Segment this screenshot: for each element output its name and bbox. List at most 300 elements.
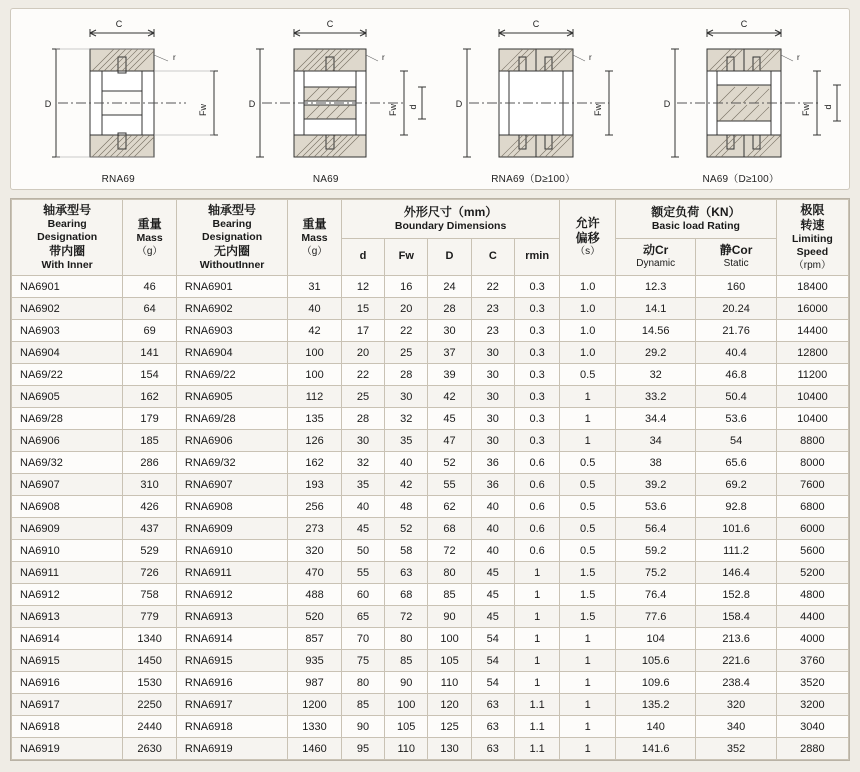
table-cell: 29.2 (616, 342, 696, 364)
table-cell: 111.2 (696, 540, 776, 562)
table-row (12, 298, 849, 320)
table-cell: 154 (123, 364, 177, 386)
header-load-dynamic (616, 238, 696, 276)
header-cn: 重量 (137, 217, 162, 232)
table-cell: RNA6912 (176, 584, 287, 606)
table-cell: 0.6 (514, 474, 559, 496)
table-cell: 109.6 (616, 672, 696, 694)
na69-large-drawing (641, 15, 841, 175)
table-cell: 437 (123, 518, 177, 540)
table-cell: RNA69/28 (176, 408, 287, 430)
table-cell: 40 (471, 496, 514, 518)
svg-text:r: r (173, 53, 176, 62)
table-cell: 45 (341, 518, 384, 540)
table-cell: 488 (288, 584, 342, 606)
table-cell: 100 (288, 364, 342, 386)
table-cell: 0.5 (560, 452, 616, 474)
table-cell: RNA6909 (176, 518, 287, 540)
table-cell: 30 (471, 408, 514, 430)
table-cell: 25 (385, 342, 428, 364)
svg-text:r: r (796, 53, 800, 62)
header-boundary-dimensions (341, 200, 560, 239)
table-row (12, 386, 849, 408)
header-en3: With Inner (41, 259, 93, 272)
table-cell: 46.8 (696, 364, 776, 386)
table-cell: NA6903 (12, 320, 123, 342)
table-cell: 340 (696, 716, 776, 738)
table-cell: RNA6904 (176, 342, 287, 364)
table-cell: 32 (341, 452, 384, 474)
table-cell: RNA6911 (176, 562, 287, 584)
table-cell: 1 (560, 408, 616, 430)
table-cell: 1.1 (514, 738, 559, 760)
table-cell: NA69/28 (12, 408, 123, 430)
table-cell: 85 (385, 650, 428, 672)
table-cell: RNA6914 (176, 628, 287, 650)
rna69-drawing (18, 15, 218, 175)
table-cell: 2880 (776, 738, 848, 760)
table-cell: 1 (560, 694, 616, 716)
table-cell: 104 (616, 628, 696, 650)
table-cell: NA6916 (12, 672, 123, 694)
table-cell: 286 (123, 452, 177, 474)
table-cell: 0.3 (514, 342, 559, 364)
table-cell: 63 (385, 562, 428, 584)
diagram-caption: NA69 (312, 174, 339, 185)
table-cell: 32 (385, 408, 428, 430)
table-cell: 90 (428, 606, 471, 628)
table-cell: 58 (385, 540, 428, 562)
table-cell: 14400 (776, 320, 848, 342)
table-cell: 54 (471, 672, 514, 694)
table-cell: 85 (428, 584, 471, 606)
table-cell: 1 (560, 716, 616, 738)
svg-text:d: d (822, 104, 833, 110)
table-cell: 160 (696, 276, 776, 298)
table-cell: 162 (288, 452, 342, 474)
table-cell: 1.0 (560, 276, 616, 298)
table-cell: 2250 (123, 694, 177, 716)
table-cell: 4000 (776, 628, 848, 650)
table-cell: NA6910 (12, 540, 123, 562)
table-row (12, 452, 849, 474)
table-cell: 126 (288, 430, 342, 452)
table-cell: 162 (123, 386, 177, 408)
table-cell: RNA6906 (176, 430, 287, 452)
table-cell: 0.3 (514, 408, 559, 430)
table-cell: 1530 (123, 672, 177, 694)
table-cell: 130 (428, 738, 471, 760)
table-cell: NA6918 (12, 716, 123, 738)
table-cell: 23 (471, 298, 514, 320)
table-cell: 193 (288, 474, 342, 496)
header-unit: （s） (575, 246, 601, 258)
header-cn1: 极限 (800, 203, 825, 218)
header-dim-d: d (341, 238, 384, 276)
table-body (12, 276, 849, 760)
table-row (12, 518, 849, 540)
svg-text:d: d (407, 104, 418, 110)
table-cell: 758 (123, 584, 177, 606)
specification-table-wrapper (10, 198, 850, 761)
table-cell: 92.8 (696, 496, 776, 518)
table-row (12, 584, 849, 606)
table-cell: 1 (514, 650, 559, 672)
header-mass-with-inner (123, 200, 177, 276)
table-cell: 141 (123, 342, 177, 364)
header-en: Static (723, 258, 749, 270)
table-cell: 59.2 (616, 540, 696, 562)
table-cell: 0.3 (514, 430, 559, 452)
table-cell: 40 (385, 452, 428, 474)
table-cell: 45 (471, 562, 514, 584)
table-cell: 70 (341, 628, 384, 650)
header-cn: 轴承型号 (208, 203, 257, 217)
specification-table (11, 199, 849, 760)
table-cell: 105 (385, 716, 428, 738)
header-load-static (696, 238, 776, 276)
table-cell: 52 (385, 518, 428, 540)
table-row (12, 650, 849, 672)
table-cell: 40 (288, 298, 342, 320)
table-cell: 42 (385, 474, 428, 496)
table-cell: 320 (288, 540, 342, 562)
table-cell: 55 (341, 562, 384, 584)
table-cell: 0.6 (514, 540, 559, 562)
table-cell: RNA6913 (176, 606, 287, 628)
table-cell: RNA6907 (176, 474, 287, 496)
table-cell: 10400 (776, 408, 848, 430)
svg-text:Fw: Fw (593, 104, 604, 116)
table-cell: 30 (341, 430, 384, 452)
table-cell: NA6912 (12, 584, 123, 606)
table-cell: 50.4 (696, 386, 776, 408)
header-en: Dynamic (636, 258, 676, 270)
table-cell: RNA6902 (176, 298, 287, 320)
table-cell: NA6919 (12, 738, 123, 760)
table-cell: NA6913 (12, 606, 123, 628)
table-cell: 221.6 (696, 650, 776, 672)
table-cell: 63 (471, 716, 514, 738)
table-cell: 120 (428, 694, 471, 716)
table-cell: RNA6917 (176, 694, 287, 716)
table-cell: 36 (471, 452, 514, 474)
table-cell: 0.5 (560, 496, 616, 518)
table-cell: 141.6 (616, 738, 696, 760)
table-cell: 21.76 (696, 320, 776, 342)
table-cell: 39 (428, 364, 471, 386)
table-row (12, 496, 849, 518)
table-cell: 56.4 (616, 518, 696, 540)
table-cell: RNA6919 (176, 738, 287, 760)
table-cell: 55 (428, 474, 471, 496)
table-cell: 0.5 (560, 364, 616, 386)
table-cell: 35 (385, 430, 428, 452)
table-cell: 40 (341, 496, 384, 518)
table-cell: 25 (341, 386, 384, 408)
table-cell: 68 (385, 584, 428, 606)
table-cell: 30 (471, 364, 514, 386)
header-cn: 额定负荷（KN） (651, 204, 741, 219)
table-cell: 213.6 (696, 628, 776, 650)
table-row (12, 606, 849, 628)
table-cell: 100 (385, 694, 428, 716)
table-cell: 238.4 (696, 672, 776, 694)
table-cell: 34.4 (616, 408, 696, 430)
table-cell: 38 (616, 452, 696, 474)
table-row (12, 474, 849, 496)
table-cell: 105 (428, 650, 471, 672)
table-cell: 12 (341, 276, 384, 298)
table-cell: 101.6 (696, 518, 776, 540)
table-cell: 22 (385, 320, 428, 342)
table-cell: 158.4 (696, 606, 776, 628)
header-dim-D: D (428, 238, 471, 276)
table-cell: NA6902 (12, 298, 123, 320)
table-cell: NA6905 (12, 386, 123, 408)
table-cell: 39.2 (616, 474, 696, 496)
table-cell: 48 (385, 496, 428, 518)
table-cell: 15 (341, 298, 384, 320)
table-cell: 2440 (123, 716, 177, 738)
header-dim-c: C (471, 238, 514, 276)
header-en: Boundary Dimensions (394, 219, 507, 232)
table-cell: 22 (471, 276, 514, 298)
svg-text:C: C (740, 19, 747, 29)
table-cell: 35 (341, 474, 384, 496)
header-cn: 重量 (302, 217, 327, 232)
table-cell: NA6914 (12, 628, 123, 650)
table-cell: 0.3 (514, 320, 559, 342)
table-cell: 1200 (288, 694, 342, 716)
table-row (12, 430, 849, 452)
diagram-caption: NA69（D≥100） (702, 174, 780, 185)
table-cell: 42 (288, 320, 342, 342)
table-cell: NA6906 (12, 430, 123, 452)
table-cell: 0.3 (514, 276, 559, 298)
table-cell: 65 (341, 606, 384, 628)
table-cell: 1.0 (560, 320, 616, 342)
table-cell: 62 (428, 496, 471, 518)
table-cell: 64 (123, 298, 177, 320)
header-cn: 外形尺寸（mm） (403, 204, 498, 219)
table-cell: 72 (385, 606, 428, 628)
table-cell: NA6904 (12, 342, 123, 364)
table-row (12, 364, 849, 386)
table-cell: RNA69/32 (176, 452, 287, 474)
header-mass-without-inner (288, 200, 342, 276)
table-row (12, 694, 849, 716)
table-cell: 1330 (288, 716, 342, 738)
header-en1: Limiting (791, 233, 833, 246)
table-cell: 65.6 (696, 452, 776, 474)
table-cell: 18400 (776, 276, 848, 298)
table-cell: 352 (696, 738, 776, 760)
table-cell: 2630 (123, 738, 177, 760)
table-cell: 779 (123, 606, 177, 628)
table-cell: 1 (560, 650, 616, 672)
header-cn1: 允许 (575, 216, 600, 231)
svg-text:r: r (381, 53, 385, 62)
table-cell: NA69/32 (12, 452, 123, 474)
table-cell: 4400 (776, 606, 848, 628)
header-en: Mass (301, 232, 328, 245)
header-cn: 动Cr (643, 243, 669, 258)
table-cell: RNA6903 (176, 320, 287, 342)
table-cell: 52 (428, 452, 471, 474)
table-cell: 16 (385, 276, 428, 298)
table-cell: RNA6901 (176, 276, 287, 298)
table-cell: 0.6 (514, 452, 559, 474)
table-cell: RNA6908 (176, 496, 287, 518)
table-cell: 3520 (776, 672, 848, 694)
table-cell: 20 (341, 342, 384, 364)
svg-text:C: C (533, 19, 540, 29)
table-cell: 987 (288, 672, 342, 694)
table-cell: 0.6 (514, 496, 559, 518)
table-cell: 20 (385, 298, 428, 320)
table-cell: 179 (123, 408, 177, 430)
table-cell: 3760 (776, 650, 848, 672)
table-cell: 110 (428, 672, 471, 694)
table-cell: 40.4 (696, 342, 776, 364)
table-cell: 3040 (776, 716, 848, 738)
diagram-panel (10, 8, 850, 190)
table-row (12, 342, 849, 364)
table-cell: 46 (123, 276, 177, 298)
table-cell: 53.6 (616, 496, 696, 518)
table-cell: 135 (288, 408, 342, 430)
table-cell: 935 (288, 650, 342, 672)
table-cell: 54 (696, 430, 776, 452)
table-cell: 47 (428, 430, 471, 452)
table-cell: 1.5 (560, 584, 616, 606)
table-cell: 30 (471, 386, 514, 408)
table-cell: 0.3 (514, 386, 559, 408)
table-cell: 726 (123, 562, 177, 584)
table-cell: 146.4 (696, 562, 776, 584)
table-cell: 4800 (776, 584, 848, 606)
table-cell: 76.4 (616, 584, 696, 606)
header-en3: WithoutInner (199, 259, 265, 272)
table-cell: 100 (288, 342, 342, 364)
table-row (12, 320, 849, 342)
table-cell: 5200 (776, 562, 848, 584)
bearing-diagram-rna69 (15, 15, 223, 187)
table-cell: 1.1 (514, 694, 559, 716)
table-cell: 32 (616, 364, 696, 386)
table-cell: 45 (471, 584, 514, 606)
table-row (12, 628, 849, 650)
table-cell: 529 (123, 540, 177, 562)
table-cell: 40 (471, 540, 514, 562)
table-cell: 12.3 (616, 276, 696, 298)
table-cell: 45 (471, 606, 514, 628)
table-cell: 30 (385, 386, 428, 408)
table-cell: 33.2 (616, 386, 696, 408)
table-cell: 80 (385, 628, 428, 650)
table-cell: 125 (428, 716, 471, 738)
svg-text:Fw: Fw (198, 104, 209, 116)
table-cell: 1.5 (560, 606, 616, 628)
table-cell: 135.2 (616, 694, 696, 716)
table-cell: NA6907 (12, 474, 123, 496)
table-cell: NA69/22 (12, 364, 123, 386)
header-en2: Designation (202, 231, 263, 244)
table-cell: 10400 (776, 386, 848, 408)
table-cell: 20.24 (696, 298, 776, 320)
header-en2: Designation (37, 231, 98, 244)
table-cell: 72 (428, 540, 471, 562)
table-cell: 34 (616, 430, 696, 452)
table-cell: 1.0 (560, 298, 616, 320)
table-cell: 12800 (776, 342, 848, 364)
header-basic-load-rating (616, 200, 777, 239)
table-cell: NA6911 (12, 562, 123, 584)
table-cell: RNA6905 (176, 386, 287, 408)
table-cell: 1 (560, 386, 616, 408)
table-cell: 23 (471, 320, 514, 342)
table-cell: 0.5 (560, 540, 616, 562)
table-row (12, 672, 849, 694)
table-cell: 63 (471, 694, 514, 716)
table-cell: RNA6910 (176, 540, 287, 562)
header-limiting-speed (776, 200, 848, 276)
svg-text:D: D (45, 99, 52, 109)
table-cell: 8800 (776, 430, 848, 452)
table-row (12, 738, 849, 760)
header-dim-fw: Fw (385, 238, 428, 276)
table-row (12, 716, 849, 738)
table-cell: 1 (514, 562, 559, 584)
table-cell: 273 (288, 518, 342, 540)
header-en1: Bearing (47, 218, 87, 230)
table-row (12, 540, 849, 562)
header-cn2: 无内圈 (214, 244, 251, 259)
table-cell: 1 (514, 606, 559, 628)
table-cell: 90 (341, 716, 384, 738)
table-cell: 1 (560, 628, 616, 650)
table-cell: 36 (471, 474, 514, 496)
header-cn: 轴承型号 (43, 203, 92, 217)
table-cell: 28 (341, 408, 384, 430)
table-cell: 28 (428, 298, 471, 320)
table-cell: 426 (123, 496, 177, 518)
table-cell: 1 (514, 672, 559, 694)
svg-text:Fw: Fw (800, 104, 811, 116)
table-cell: 1.5 (560, 562, 616, 584)
table-cell: 53.6 (696, 408, 776, 430)
table-cell: 1340 (123, 628, 177, 650)
svg-text:Fw: Fw (387, 104, 398, 116)
table-cell: 1.0 (560, 342, 616, 364)
table-cell: RNA6916 (176, 672, 287, 694)
header-cn2: 偏移 (575, 231, 600, 246)
table-cell: 7600 (776, 474, 848, 496)
table-cell: 0.5 (560, 518, 616, 540)
header-cn: 静Cor (719, 243, 753, 258)
table-cell: 857 (288, 628, 342, 650)
table-cell: 470 (288, 562, 342, 584)
bearing-diagram-na69 (223, 15, 431, 187)
diagram-caption: RNA69（D≥100） (491, 174, 576, 185)
header-en2: Speed (796, 246, 829, 259)
header-en: Mass (136, 232, 163, 245)
na69-drawing (226, 15, 426, 175)
table-cell: 1 (514, 628, 559, 650)
table-cell: 185 (123, 430, 177, 452)
table-cell: 310 (123, 474, 177, 496)
